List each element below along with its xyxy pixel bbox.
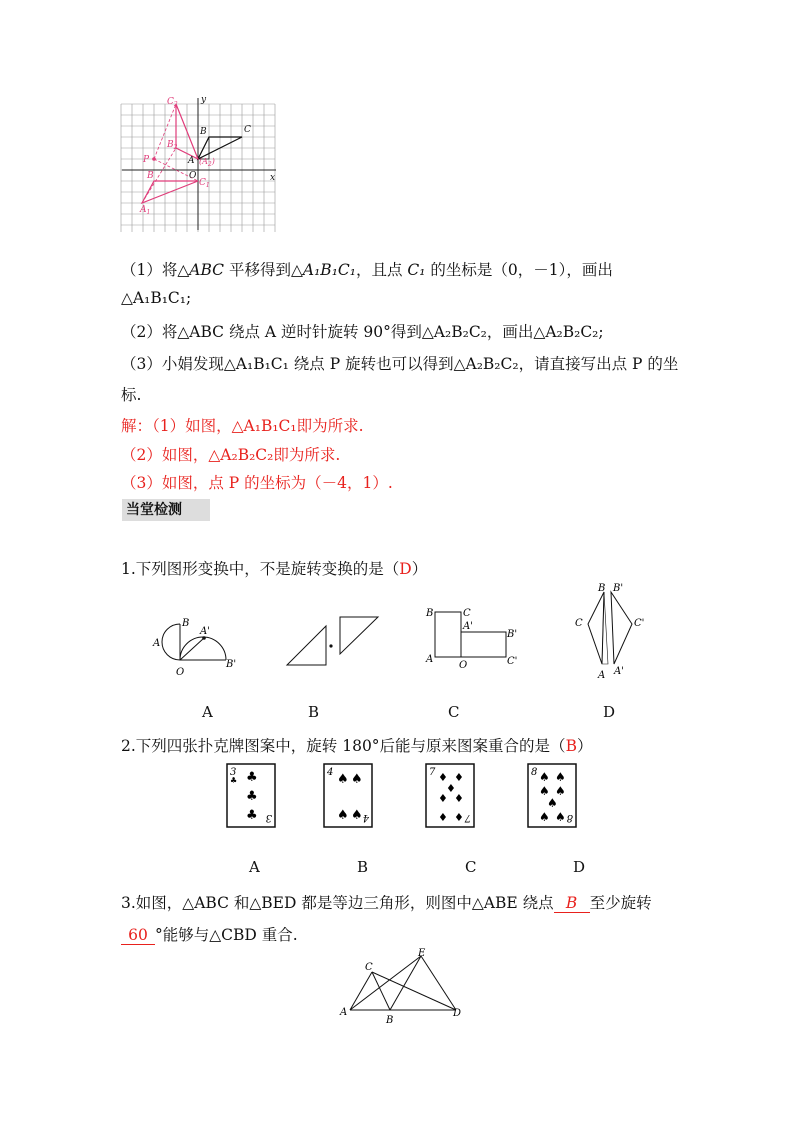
question-3-line1: 3.如图，△ABC 和△BED 都是等边三角形，则图中△ABE 绕点 B 至少旋转 [121,894,652,912]
problem-q1-line1: （1）将△ABC 平移得到△A₁B₁C₁，且点 C₁ 的坐标是（0，－1），画出 [121,261,613,279]
svg-text:♠: ♠ [555,784,566,798]
solution-3: （3）如图，点 P 的坐标为（－4，1）. [121,474,393,492]
label-b2: $B_2$ [167,140,178,151]
question-2: 2.下列四张扑克牌图案中，旋转 180°后能与原来图案重合的是（B） [121,737,593,755]
svg-text:♦: ♦ [454,792,464,805]
svg-text:C: C [575,618,583,629]
label-a2: $(A_2)$ [199,157,215,168]
playing-card-7-diamonds [425,763,475,828]
q1-option-b: B [308,703,320,721]
svg-text:B: B [182,618,190,629]
solution-2: （2）如图，△A₂B₂C₂即为所求. [121,446,341,464]
q3-blank-1: B [554,894,590,913]
label-b1: B [147,171,154,181]
svg-text:7: 7 [464,812,471,823]
svg-text:C: C [463,608,471,619]
svg-text:♠: ♠ [539,810,550,824]
q3-label-e: E [418,948,426,959]
svg-text:♦: ♦ [438,811,448,824]
label-o: O [189,171,197,181]
svg-text:♣: ♣ [246,789,258,804]
svg-text:B': B' [226,659,237,670]
label-y-axis: y [201,95,207,105]
q3-figure [338,948,468,1028]
question-1: 1.下列图形变换中，不是旋转变换的是（D） [121,560,428,578]
svg-text:C': C' [634,618,645,629]
svg-text:8: 8 [531,767,538,778]
q3-label-b: B [386,1015,394,1026]
playing-card-4-spades [323,763,373,828]
svg-text:♠: ♠ [555,770,566,784]
svg-text:♠: ♠ [547,796,558,810]
q3-blank-2: 60 [121,926,155,945]
playing-card-3-clubs [226,763,276,828]
svg-text:7: 7 [429,767,436,778]
svg-text:♣: ♣ [246,770,258,785]
q2-option-d: D [573,858,586,876]
svg-text:B: B [598,583,606,594]
q2-option-c: C [465,858,477,876]
svg-text:♣: ♣ [246,808,258,823]
svg-text:♦: ♦ [438,792,448,805]
svg-text:C': C' [507,656,518,667]
svg-text:3: 3 [265,812,272,823]
q1-figure-a [150,612,245,682]
svg-text:A': A' [614,666,624,677]
q3-label-c: C [365,962,373,973]
q1-figure-b [282,612,382,672]
svg-text:A': A' [463,621,473,632]
svg-text:♦: ♦ [454,811,464,824]
q2-option-a: A [249,858,260,876]
label-x-axis: x [270,173,276,183]
label-b: B [200,127,207,137]
svg-text:4: 4 [327,767,334,778]
svg-text:♦: ♦ [446,782,456,795]
svg-text:♠: ♠ [539,770,550,784]
q3-label-a: A [340,1007,348,1018]
svg-text:O: O [176,667,185,678]
coordinate-grid-figure [118,92,283,232]
svg-text:A: A [598,670,606,681]
solution-1: 解：（1）如图，△A₁B₁C₁即为所求. [121,417,364,435]
problem-q1-line2: △A₁B₁C₁; [121,289,192,307]
problem-q2: （2）将△ABC 绕点 A 逆时针旋转 90°得到△A₂B₂C₂，画出△A₂B₂C₂; [121,323,604,341]
svg-text:A: A [153,638,161,649]
svg-text:♠: ♠ [337,808,349,823]
q1-option-d: D [603,703,616,721]
q1-figure-c [424,604,524,674]
svg-text:B: B [426,608,434,619]
svg-text:8: 8 [566,812,573,823]
svg-text:♠: ♠ [351,808,363,823]
label-a1: $A_1$ [140,205,151,216]
section-title: 当堂检测 [122,499,210,521]
playing-card-8-spades [527,763,577,828]
svg-text:♠: ♠ [555,810,566,824]
svg-text:♣: ♣ [230,776,238,785]
question-3-line2: 60 °能够与△CBD 重合. [121,923,298,945]
svg-text:3: 3 [230,767,237,778]
q2-option-b: B [357,858,369,876]
label-p: P [143,155,150,165]
svg-text:4: 4 [362,812,369,823]
label-c: C [244,125,251,135]
label-a: A [188,156,195,166]
svg-text:O: O [459,660,468,671]
svg-text:B': B' [507,629,518,640]
svg-text:♠: ♠ [351,772,363,787]
problem-q3-line1: （3）小娟发现△A₁B₁C₁ 绕点 P 旋转也可以得到△A₂B₂C₂，请直接写出点 P 的坐 [121,355,679,373]
q1-answer: D [399,560,412,578]
q3-label-d: D [453,1008,462,1019]
label-c2: $C_2$ [167,97,178,108]
q2-answer: B [565,737,577,755]
svg-text:♠: ♠ [337,772,349,787]
svg-text:B': B' [613,583,624,594]
problem-q3-line2: 标. [121,386,142,404]
svg-text:♦: ♦ [454,771,464,784]
label-c1: $C_1$ [199,178,210,189]
svg-text:A: A [426,654,434,665]
q1-option-c: C [448,703,460,721]
q1-option-a: A [202,703,213,721]
svg-text:♦: ♦ [438,771,448,784]
q1-figure-d [568,582,658,682]
svg-text:♠: ♠ [539,784,550,798]
svg-text:A': A' [200,626,210,637]
